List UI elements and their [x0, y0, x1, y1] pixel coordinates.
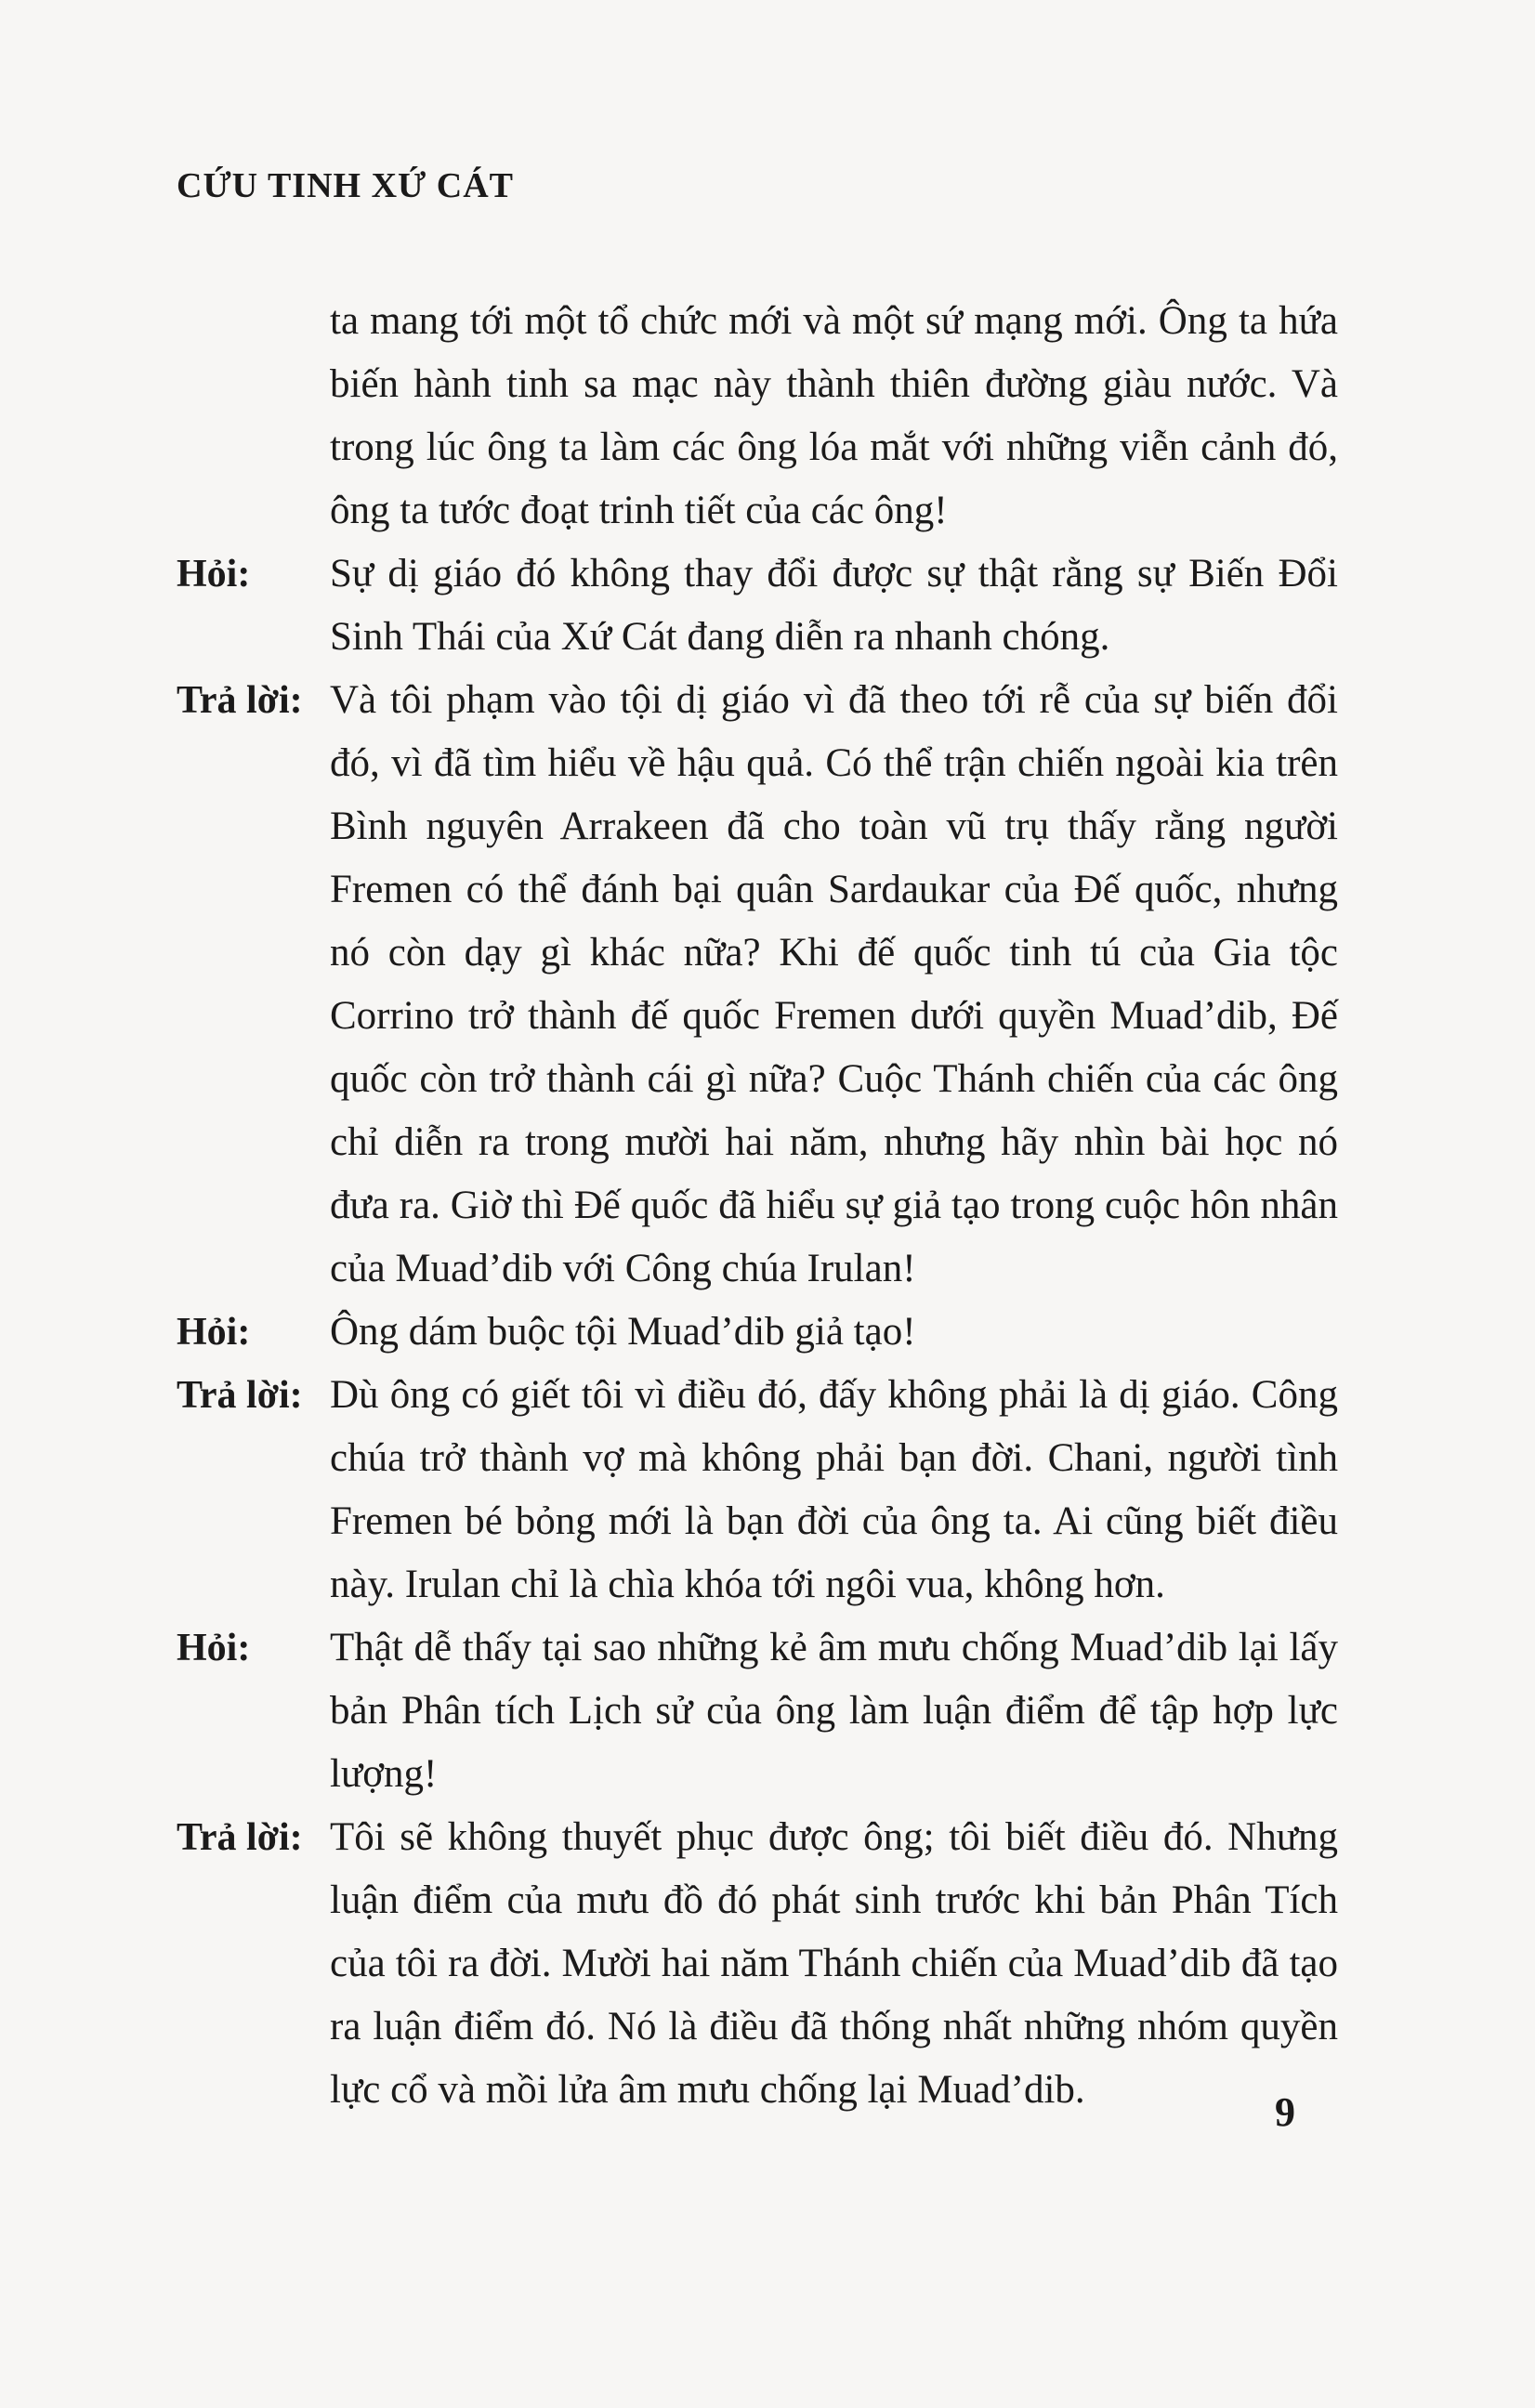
entry-text: Tôi sẽ không thuyết phục được ông; tôi biết điều đó. Nhưng luận điểm của mưu đồ đó phát sinh trước khi bản Phân Tích của tôi ra đời. Mười hai năm Thánh chiến của Muad’dib đã tạo ra luận điểm đó. Nó là điều đã thống nhất những nhóm quyền lực cổ và mồi lửa âm mưu chống lại Muad’dib. [330, 1815, 1338, 2112]
entry-text: Thật dễ thấy tại sao những kẻ âm mưu chống Muad’dib lại lấy bản Phân tích Lịch sử của ông làm luận điểm để tập hợp lực lượng! [330, 1626, 1338, 1796]
dialogue-entry-question [177, 543, 1338, 669]
entry-text: Sự dị giáo đó không thay đổi được sự thật rằng sự Biến Đổi Sinh Thái của Xứ Cát đang diễn ra nhanh chóng. [330, 552, 1338, 659]
dialogue-entry-continuation [177, 290, 1338, 543]
speaker-label: Trả lời: [177, 1816, 303, 1859]
dialogue-entry-answer [177, 1364, 1338, 1616]
speaker-label: Hỏi: [177, 1627, 251, 1669]
entry-text: Dù ông có giết tôi vì điều đó, đấy không phải là dị giáo. Công chúa trở thành vợ mà không phải bạn đời. Chani, người tình Fremen bé bỏng mới là bạn đời của ông ta. Ai cũng biết điều này. Irulan chỉ là chìa khóa tới ngôi vua, không hơn. [330, 1373, 1338, 1606]
speaker-label: Trả lời: [177, 1374, 303, 1417]
entry-text: Và tôi phạm vào tội dị giáo vì đã theo tới rễ của sự biến đổi đó, vì đã tìm hiểu về hậu quả. Có thể trận chiến ngoài kia trên Bình nguyên Arrakeen đã cho toàn vũ trụ thấy rằng người Fremen có thể đánh bại quân Sardaukar của Đế quốc, nhưng nó còn dạy gì khác nữa? Khi đế quốc tinh tú của Gia tộc Corrino trở thành đế quốc Fremen dưới quyền Muad’dib, Đế quốc còn trở thành cái gì nữa? Cuộc Thánh chiến của các ông chỉ diễn ra trong mười hai năm, nhưng hãy nhìn bài học nó đưa ra. Giờ thì Đế quốc đã hiểu sự giả tạo trong cuộc hôn nhân của Muad’dib với Công chúa Irulan! [330, 678, 1338, 1290]
speaker-label: Trả lời: [177, 679, 303, 722]
dialogue-body [177, 290, 1338, 2122]
dialogue-entry-question [177, 1616, 1338, 1806]
entry-text: Ông dám buộc tội Muad’dib giả tạo! [330, 1310, 916, 1354]
entry-text: ta mang tới một tổ chức mới và một sứ mạng mới. Ông ta hứa biến hành tinh sa mạc này thành thiên đường giàu nước. Và trong lúc ông ta làm các ông lóa mắt với những viễn cảnh đó, ông ta tước đoạt trinh tiết của các ông! [330, 299, 1338, 532]
dialogue-entry-answer [177, 669, 1338, 1301]
dialogue-entry-question [177, 1301, 1338, 1364]
running-header: CỨU TINH XỨ CÁT [177, 166, 514, 205]
page-number: 9 [1275, 2089, 1295, 2135]
speaker-label: Hỏi: [177, 553, 251, 595]
speaker-spacer [177, 290, 330, 543]
dialogue-entry-answer [177, 1806, 1338, 2122]
speaker-label: Hỏi: [177, 1311, 251, 1354]
